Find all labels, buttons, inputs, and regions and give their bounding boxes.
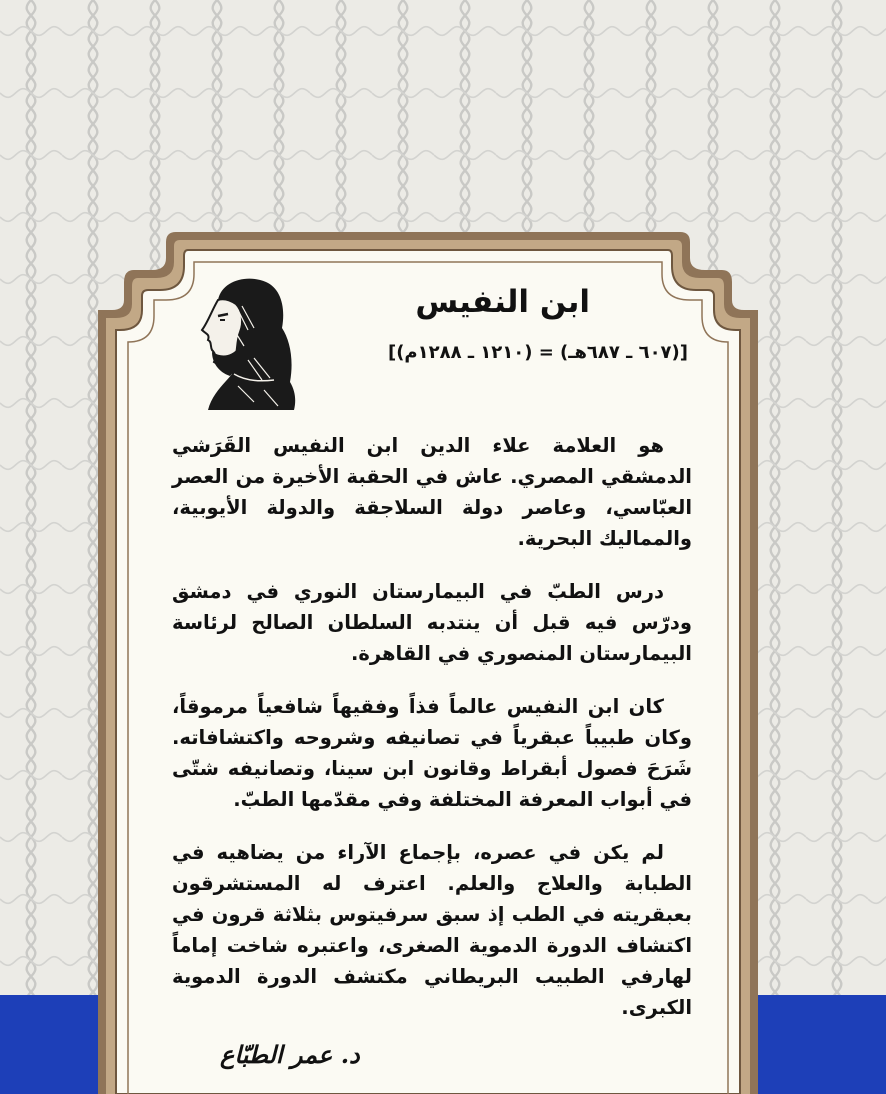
author-signature: د. عمر الطبّاع (220, 1040, 360, 1069)
paragraph-4: لم يكن في عصره، بإجماع الآراء من يضاهيه في الطبابة والعلاج والعلم. اعترف له المستشرقون بعبقريته في الطب إذ سبق سرفيتوس بثلاثة قرون في اكتشاف الدورة الدموية الصغرى، واعتبره شاخت إماماً لهارفي الطبيب البريطاني مكتشف الدورة الدموية الكبرى. (172, 841, 692, 1019)
portrait-sketch-icon (178, 270, 296, 410)
paragraph-3: كان ابن النفيس عالماً فذاً وفقيهاً شافعياً مرموقاً، وكان طبيباً عبقرياً في تصانيفه وشروحه واكتشافاته. شَرَحَ فصول أبقراط وقانون ابن سينا، وتصانيفه شتّى في أبواب المعرفة المختلفة وفي مقدّمها الطبّ. (172, 695, 692, 811)
paragraph-1: هو العلامة علاء الدين ابن النفيس القَرَشي الدمشقي المصري. عاش في الحقبة الأخيرة من العصر العبّاسي، وعاصر دولة السلاجقة والدولة الأيوبية، والمماليك البحرية. (172, 434, 692, 550)
paragraph-2: درس الطبّ في البيمارستان النوري في دمشق ودرّس فيه قبل أن ينتدبه السلطان الصالح لرئاسة البيمارستان المنصوري في القاهرة. (172, 580, 692, 665)
article-body (172, 430, 692, 1045)
article-card (150, 270, 710, 1070)
lifespan-dates: [(٦٠٧ ـ ٦٨٧هـ) = (١٢١٠ ـ ١٢٨٨م)] (387, 342, 688, 363)
page-title: ابن النفيس (415, 284, 590, 320)
